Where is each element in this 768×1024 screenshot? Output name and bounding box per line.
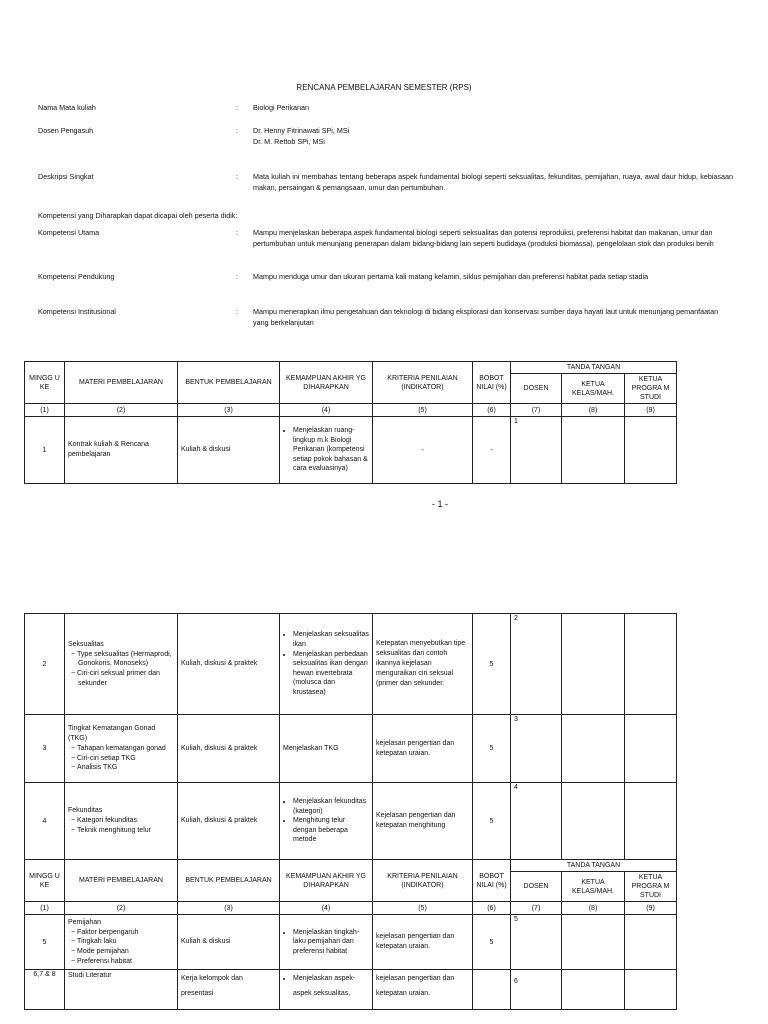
rps-table-page1 <box>24 361 677 484</box>
materi-item: − Type seksualitas (Hermaprodi, Gonokoris, Monoseks) <box>78 650 174 669</box>
materi-title: Fekunditas <box>68 807 103 815</box>
signature-cell <box>625 970 677 1010</box>
info-colon: : <box>236 307 238 316</box>
materi-item: − Tahapan kematangan gonad <box>78 744 174 754</box>
col-num: (7) <box>511 902 562 915</box>
bobot-cell <box>473 970 511 1010</box>
signature-cell <box>562 915 625 970</box>
header-kriteria: KRITERIA PENILAIAN (INDIKATOR) <box>373 362 473 404</box>
header-materi: MATERI PEMBELAJARAN <box>65 362 178 404</box>
header-bentuk: BENTUK PEMBELAJARAN <box>178 362 280 404</box>
header-dosen: DOSEN <box>511 374 562 404</box>
header-minggu: MINGG U KE <box>25 362 65 404</box>
kemampuan-cell <box>280 970 373 1010</box>
kriteria-cell: - <box>373 417 473 484</box>
column-number-row <box>25 902 677 915</box>
table-row <box>25 915 677 970</box>
kriteria-cell: kejelasan pengertian dan ketepatan uraian. <box>373 970 473 1010</box>
header-tanda-tangan: TANDA TANGAN <box>511 860 677 872</box>
header-ketua-kelas: KETUA KELAS/MAH. <box>562 872 625 902</box>
col-num: (3) <box>178 404 280 417</box>
kemampuan-cell <box>280 783 373 860</box>
bentuk-cell: Kerja kelompok dan presentasi <box>178 970 280 1010</box>
kemampuan-cell <box>280 915 373 970</box>
info-colon: : <box>236 272 238 281</box>
materi-item: − Ciri-ciri setiap TKG <box>78 754 174 764</box>
kemampuan-item: • Menjelaskan tingkah-laku pemijahan dan preferensi habitat <box>293 928 369 957</box>
signature-cell <box>625 715 677 783</box>
materi-cell: Kontrak kuliah & Rencana pembelajaran <box>65 417 178 484</box>
info-value: Dr. M. Rettob SPi, MSi <box>253 137 325 146</box>
info-value: Mampu menerapkan ilmu pengetahuan dan teknologi di bidang eksplorasi dan konservasi sumber daya hayati laut untuk menunjang pemanfaatan yang berkelanjutan <box>253 307 719 327</box>
table-row <box>25 970 677 1010</box>
document-title: RENCANA PEMBELAJARAN SEMESTER (RPS) <box>296 83 472 92</box>
info-colon: : <box>236 172 238 181</box>
table-row <box>25 715 677 783</box>
signature-cell: 5 <box>511 915 562 970</box>
info-value: Mampu menjelaskan beberapa aspek fundamental biologi seperti seksualitas dan potensi reproduksi, preferensi habitat dan makanan, umur dan pertumbuhan untuk menunjang penerapan dalam bidang-bidang lain seperti budidaya (produksi biomassa), pengelolaan stok dan produksi benih <box>253 228 714 248</box>
header-kemampuan: KEMAMPUAN AKHIR YG DIHARAPKAN <box>280 860 373 902</box>
col-num: (4) <box>280 902 373 915</box>
col-num: (8) <box>562 902 625 915</box>
header-dosen: DOSEN <box>511 872 562 902</box>
info-label: Deskripsi Singkat <box>38 172 94 181</box>
header-materi: MATERI PEMBELAJARAN <box>65 860 178 902</box>
signature-cell: 4 <box>511 783 562 860</box>
header-minggu: MINGG U KE <box>25 860 65 902</box>
bentuk-cell: Kuliah, diskusi & praktek <box>178 715 280 783</box>
materi-title: Seksualitas <box>68 640 104 648</box>
col-num: (9) <box>625 902 677 915</box>
col-num: (6) <box>473 404 511 417</box>
materi-title: Tingkat Kematangan Gonad (TKG) <box>68 725 156 743</box>
materi-item: − Tingkah laku <box>78 937 174 947</box>
materi-item: − Ciri-ciri seksual primer dan sekunder <box>78 669 174 688</box>
kriteria-cell: kejelasan pengertian dan ketepatan uraian. <box>373 915 473 970</box>
bentuk-cell: Kuliah, diskusi & praktek <box>178 614 280 715</box>
intro-text: Kompetensi yang Diharapkan dapat dicapai oleh peserta didik: <box>38 211 238 220</box>
column-number-row <box>25 404 677 417</box>
header-bentuk: BENTUK PEMBELAJARAN <box>178 860 280 902</box>
kemampuan-item: • Menjelaskan aspek-aspek seksualitas, <box>293 971 369 1001</box>
materi-cell <box>65 715 178 783</box>
col-num: (9) <box>625 404 677 417</box>
header-ketua-prodi: KETUA PROGRA M STUDI <box>625 872 677 902</box>
kemampuan-item: • Menjelaskan perbedaan seksualitas ikan dengan hewan invertebrata (molusca dan krustasea) <box>293 650 369 698</box>
week-cell: 5 <box>25 915 65 970</box>
bentuk-cell: Kuliah & diskusi <box>178 417 280 484</box>
materi-item: − Teknik menghitung telur <box>78 826 174 836</box>
info-value: Biologi Perikanan <box>253 103 309 112</box>
signature-cell <box>625 783 677 860</box>
header-bobot: BOBOT NILAI (%) <box>473 860 511 902</box>
header-kriteria: KRITERIA PENILAIAN (INDIKATOR) <box>373 860 473 902</box>
materi-item: − Faktor berpengaruh <box>78 928 174 938</box>
rps-table-page2 <box>24 613 677 1010</box>
signature-cell <box>562 715 625 783</box>
bobot-cell: 5 <box>473 614 511 715</box>
info-colon: : <box>236 126 238 135</box>
info-label: Kompetensi Utama <box>38 228 100 237</box>
bobot-cell: 5 <box>473 715 511 783</box>
col-num: (8) <box>562 404 625 417</box>
kriteria-cell: Kejelasan pengertian dan ketepatan menghitung <box>373 783 473 860</box>
info-value: Mata kuliah ini membahas tentang beberapa aspek fundamental biologi seperti seksualitas, fekunditas, pemijahan, ruaya, awal daur hidup, kebiasaan makan, persaingan & pemangsaan, umur dan pertumbuhan. <box>253 172 733 192</box>
kriteria-cell: Ketepatan menyebutkan tipe seksualitas dan contoh ikannya kejelasan menguraikan ciri seksual (primer dan sekunder. <box>373 614 473 715</box>
info-label: Dosen Pengasuh <box>38 126 94 135</box>
table-row <box>25 783 677 860</box>
materi-cell <box>65 915 178 970</box>
col-num: (7) <box>511 404 562 417</box>
week-cell: 1 <box>25 417 65 484</box>
materi-item: − Mode pemijahan <box>78 947 174 957</box>
table-row <box>25 614 677 715</box>
table-row <box>25 417 677 484</box>
week-cell: 6,7 & 8 <box>25 970 65 1010</box>
col-num: (4) <box>280 404 373 417</box>
header-ketua-kelas: KETUA KELAS/MAH. <box>562 374 625 404</box>
kemampuan-cell <box>280 614 373 715</box>
bentuk-cell: Kuliah, diskusi & praktek <box>178 783 280 860</box>
info-colon: : <box>236 228 238 237</box>
col-num: (6) <box>473 902 511 915</box>
col-num: (5) <box>373 404 473 417</box>
col-num: (2) <box>65 902 178 915</box>
signature-cell <box>562 783 625 860</box>
materi-cell: Studi Literatur <box>65 970 178 1010</box>
page-number: - 1 - <box>432 499 449 509</box>
signature-cell <box>562 970 625 1010</box>
col-num: (5) <box>373 902 473 915</box>
info-value: Mampu menduga umur dan ukuran pertama kali matang kelamin, siklus pemijahan dan preferensi habitat pada setiap stadia <box>253 272 649 281</box>
col-num: (1) <box>25 902 65 915</box>
kemampuan-item: • Menjelaskan ruang-lingkup m.k Biologi Perikanan (kompetensi setiap pokok bahasan & cara evaluasinya) <box>293 426 369 474</box>
signature-cell: 1 <box>511 417 562 484</box>
info-label: Kompetensi Institusional <box>38 307 116 316</box>
kriteria-cell: kejelasan pengertian dan ketepatan uraian. <box>373 715 473 783</box>
signature-cell: 6 <box>511 970 562 1010</box>
signature-cell <box>625 614 677 715</box>
bobot-cell: - <box>473 417 511 484</box>
materi-item: − Analisis TKG <box>78 763 174 773</box>
info-label: Nama Mata kuliah <box>38 103 96 112</box>
kemampuan-item: • Menjelaskan fekunditas (kategori) <box>293 797 369 816</box>
kemampuan-item: • Menghitung telur dengan beberapa metode <box>293 816 369 845</box>
materi-cell <box>65 783 178 860</box>
bobot-cell: 5 <box>473 783 511 860</box>
week-cell: 4 <box>25 783 65 860</box>
signature-cell <box>625 915 677 970</box>
kemampuan-item: • Menjelaskan seksualitas ikan <box>293 630 369 649</box>
materi-item: − Kategori fekunditas <box>78 816 174 826</box>
week-cell: 2 <box>25 614 65 715</box>
col-num: (1) <box>25 404 65 417</box>
kemampuan-cell <box>280 417 373 484</box>
kemampuan-cell: Menjelaskan TKG <box>280 715 373 783</box>
signature-cell <box>562 614 625 715</box>
materi-cell <box>65 614 178 715</box>
week-cell: 3 <box>25 715 65 783</box>
materi-item: − Preferensi habitat <box>78 957 174 967</box>
header-kemampuan: KEMAMPUAN AKHIR YG DIHARAPKAN <box>280 362 373 404</box>
header-tanda-tangan: TANDA TANGAN <box>511 362 677 374</box>
signature-cell <box>562 417 625 484</box>
header-ketua-prodi: KETUA PROGRA M STUDI <box>625 374 677 404</box>
info-label: Kompetensi Pendukung <box>38 272 115 281</box>
info-colon: : <box>236 103 238 112</box>
signature-cell: 2 <box>511 614 562 715</box>
bentuk-cell: Kuliah & diskusi <box>178 915 280 970</box>
col-num: (3) <box>178 902 280 915</box>
signature-cell: 3 <box>511 715 562 783</box>
materi-title: Pemijahan <box>68 918 102 926</box>
info-value: Dr. Henny Fitrinawati SPi, MSi <box>253 126 350 135</box>
col-num: (2) <box>65 404 178 417</box>
header-bobot: BOBOT NILAI (%) <box>473 362 511 404</box>
bobot-cell: 5 <box>473 915 511 970</box>
signature-cell <box>625 417 677 484</box>
